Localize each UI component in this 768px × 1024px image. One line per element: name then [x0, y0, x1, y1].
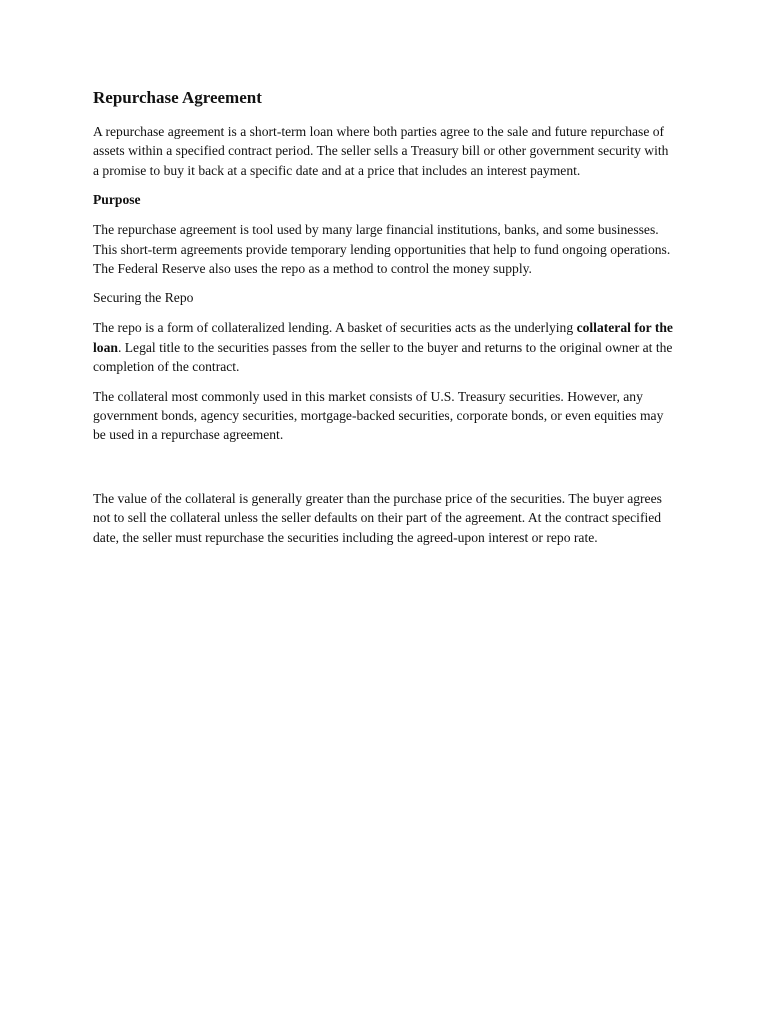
securing-text-after: . Legal title to the securities passes from the seller to the buyer and returns to the original owner at the completion of the contract. [93, 339, 673, 375]
document-title: Repurchase Agreement [93, 88, 262, 107]
collateral-emphasis: collateral for the loan [93, 320, 673, 355]
securing-text-before: The repo is a form of collateralized lending. A basket of securities acts as the underlying [93, 320, 577, 336]
blank-spacer [93, 455, 676, 489]
collateral-paragraph: The collateral most commonly used in this market consists of U.S. Treasury securities. However, any government bonds, agency securities, mortgage-backed securities, corporate bonds, or even equities may be used in a repurchase agreement. [93, 388, 664, 443]
securing-heading: Securing the Repo [93, 290, 194, 306]
value-paragraph: The value of the collateral is generally greater than the purchase price of the securities. The buyer agrees not to sell the collateral unless the seller defaults on their part of the agreement. At the contract specified date, the seller must repurchase the securities including the agreed-upon interest or repo rate. [93, 490, 662, 545]
purpose-paragraph: The repurchase agreement is tool used by many large financial institutions, banks, and some businesses. This short-term agreements provide temporary lending opportunities that help to fund ongoing operations. The Federal Reserve also uses the repo as a method to control the money supply. [93, 222, 671, 277]
securing-paragraph [93, 318, 676, 376]
purpose-heading: Purpose [93, 192, 141, 208]
intro-paragraph: A repurchase agreement is a short-term loan where both parties agree to the sale and future repurchase of assets within a specified contract period. The seller sells a Treasury bill or other government security with a promise to buy it back at a specific date and at a price that includes an interest payment. [93, 124, 669, 178]
